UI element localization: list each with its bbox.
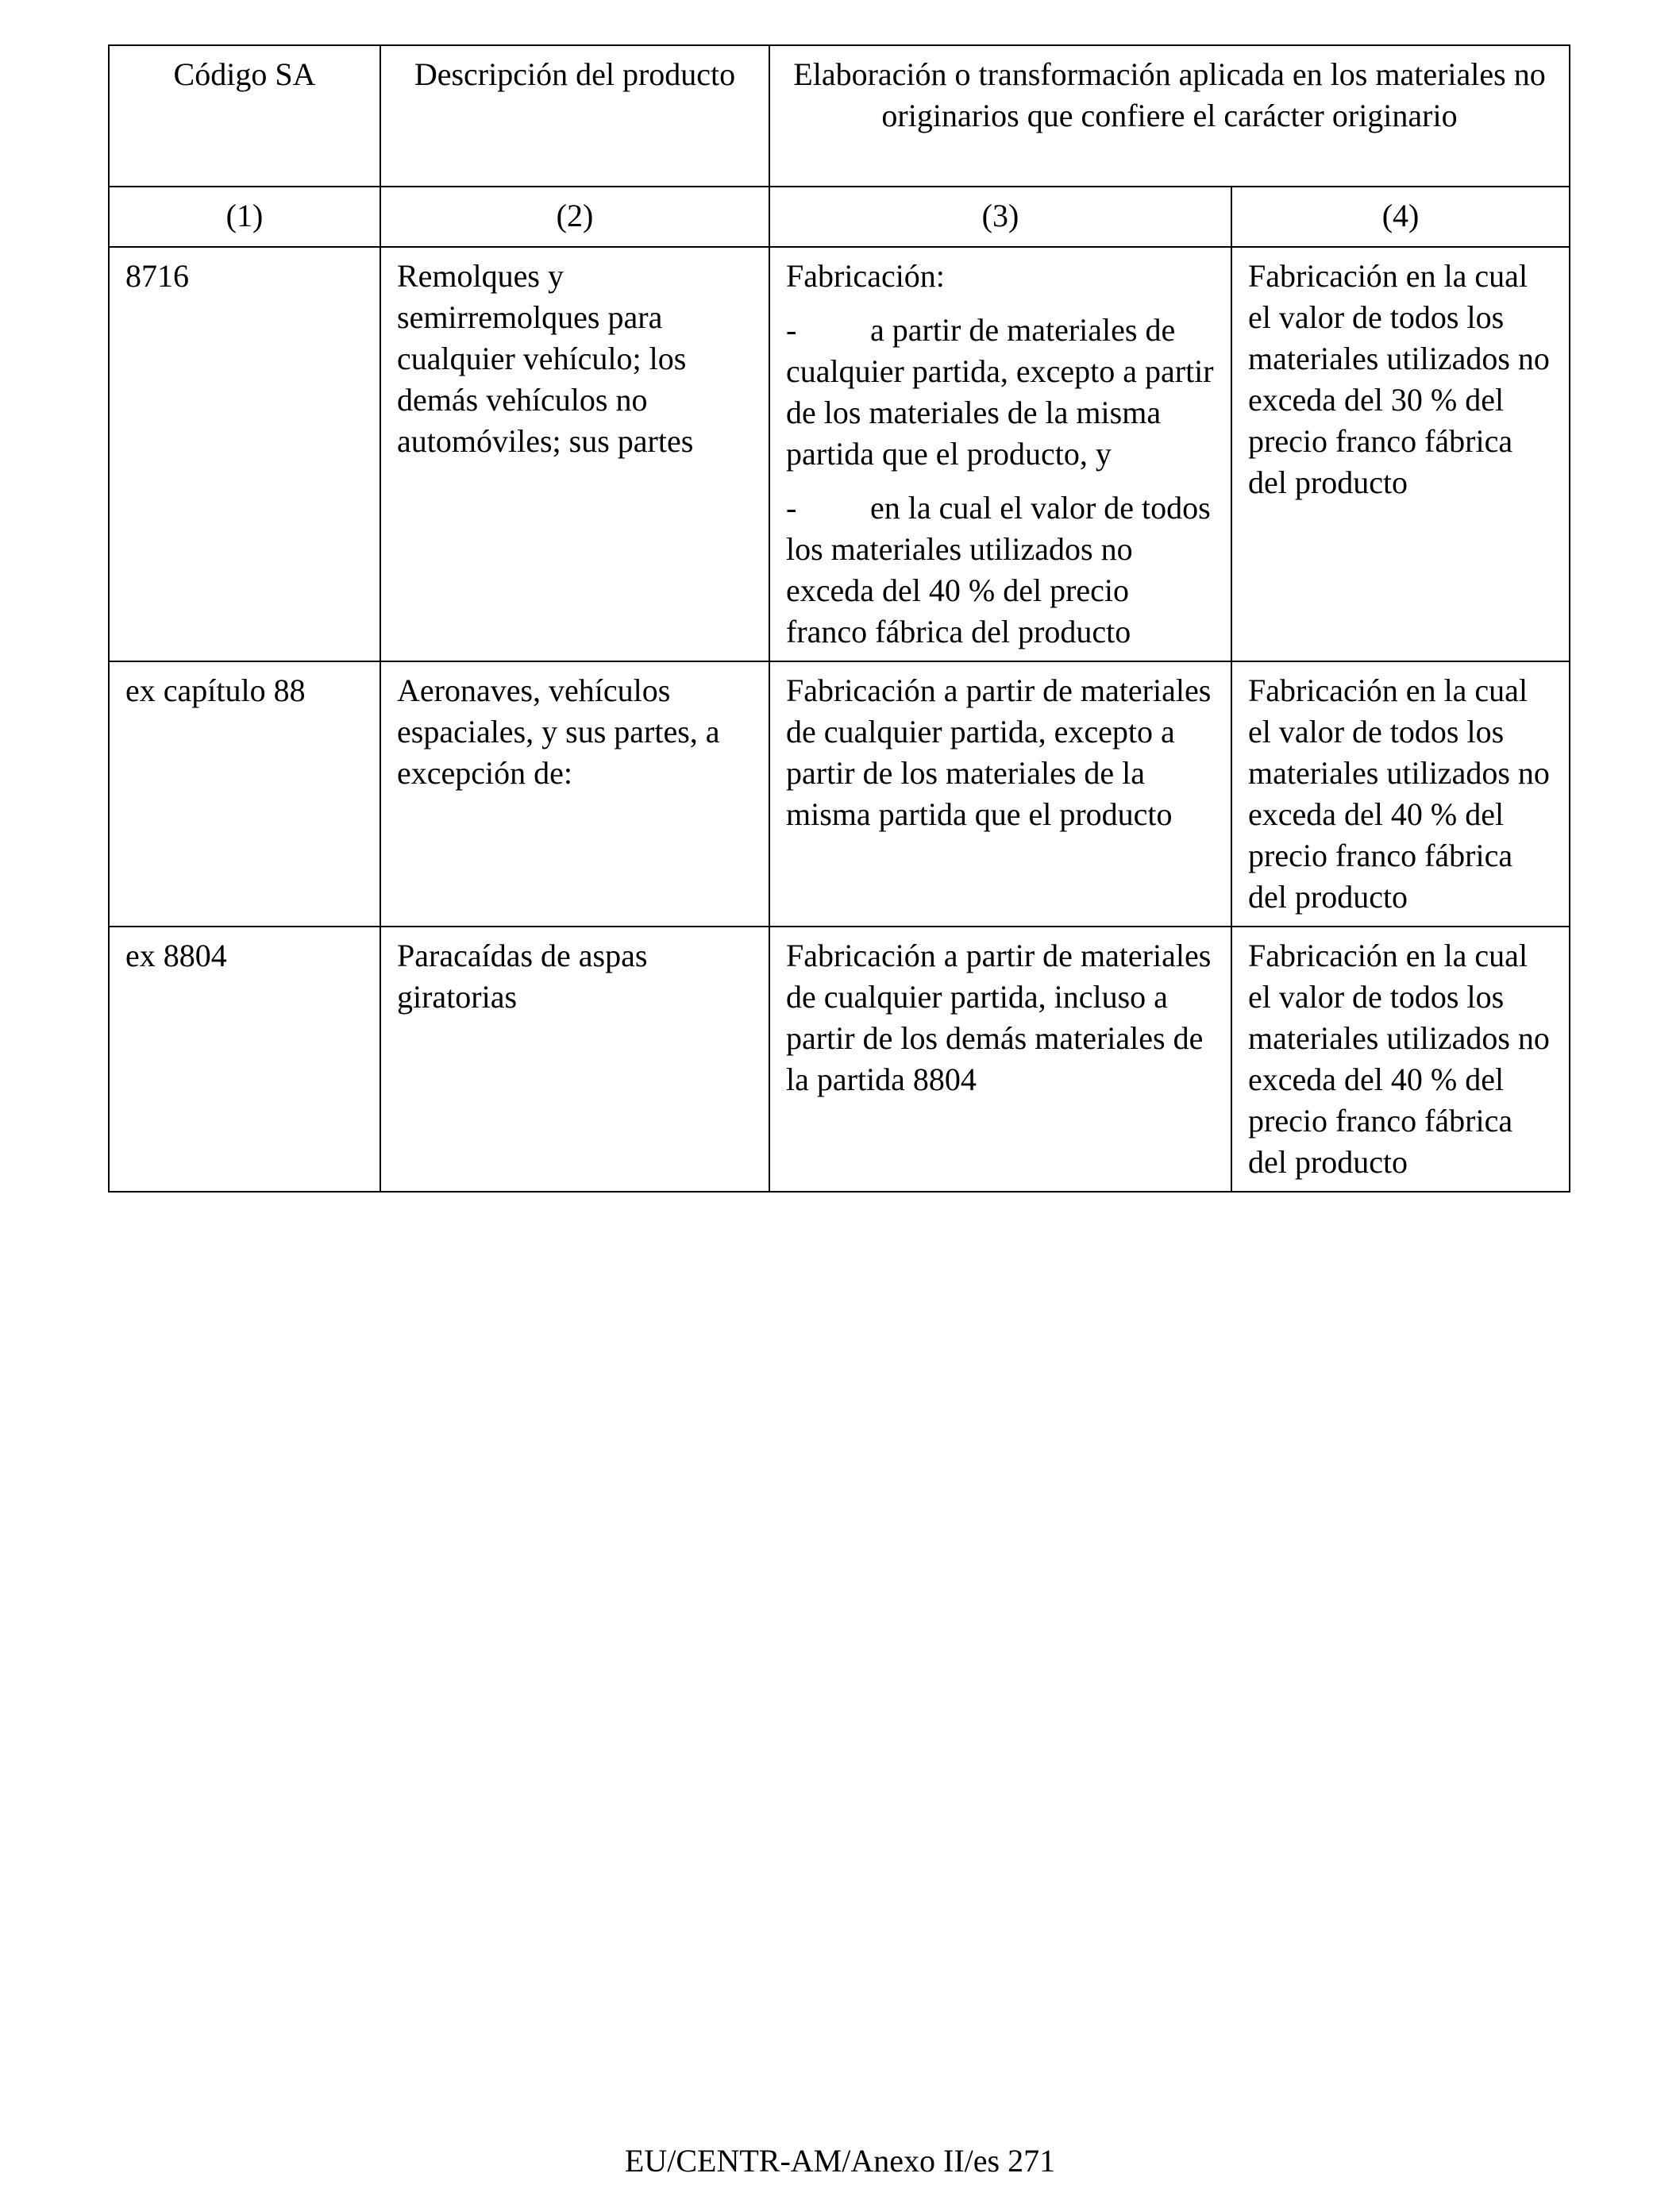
dash-marker: - [786, 490, 797, 526]
rule-intro: Fabricación: [786, 258, 945, 294]
rule-column-4-cell: Fabricación en la cual el valor de todos los materiales utilizados no exceda del 30 % del precio franco fábrica del producto [1231, 247, 1570, 661]
table-row [109, 661, 1570, 927]
table-row [109, 927, 1570, 1192]
table-row [109, 247, 1570, 661]
hs-code-cell: ex 8804 [109, 927, 380, 1192]
rule-dash-item [786, 310, 1215, 475]
column-number-3: (3) [769, 187, 1231, 247]
rule-dash-item-text: a partir de materiales de cualquier partida, excepto a partir de los materiales de la misma partida que el producto, y [786, 312, 1214, 472]
rule-dash-item-text: en la cual el valor de todos los materiales utilizados no exceda del 40 % del precio franco fábrica del producto [786, 490, 1211, 649]
header-processing-rule: Elaboración o transformación aplicada en los materiales no originarios que confiere el carácter originario [769, 45, 1570, 187]
header-product-description: Descripción del producto [380, 45, 769, 187]
rule-column-3-cell: Fabricación a partir de materiales de cualquier partida, excepto a partir de los materiales de la misma partida que el producto [769, 661, 1231, 927]
hs-code-cell: ex capítulo 88 [109, 661, 380, 927]
product-description-cell: Aeronaves, vehículos espaciales, y sus partes, a excepción de: [380, 661, 769, 927]
page-footer: EU/CENTR-AM/Anexo II/es 271 [624, 2143, 1056, 2179]
product-description-cell: Remolques y semirremolques para cualquier vehículo; los demás vehículos no automóviles; sus partes [380, 247, 769, 661]
origin-rules-table [108, 44, 1570, 1193]
product-description-cell: Paracaídas de aspas giratorias [380, 927, 769, 1192]
rule-column-3-cell: Fabricación a partir de materiales de cualquier partida, incluso a partir de los demás materiales de la partida 8804 [769, 927, 1231, 1192]
rule-column-3-cell [769, 247, 1231, 661]
column-number-row [109, 187, 1570, 247]
hs-code-cell: 8716 [109, 247, 380, 661]
column-number-4: (4) [1231, 187, 1570, 247]
header-row [109, 45, 1570, 187]
dash-marker: - [786, 312, 797, 348]
rule-column-4-cell: Fabricación en la cual el valor de todos los materiales utilizados no exceda del 40 % del precio franco fábrica del producto [1231, 661, 1570, 927]
header-hs-code: Código SA [109, 45, 380, 187]
rule-dash-item [786, 487, 1215, 653]
column-number-2: (2) [380, 187, 769, 247]
column-number-1: (1) [109, 187, 380, 247]
rule-column-4-cell: Fabricación en la cual el valor de todos los materiales utilizados no exceda del 40 % del precio franco fábrica del producto [1231, 927, 1570, 1192]
